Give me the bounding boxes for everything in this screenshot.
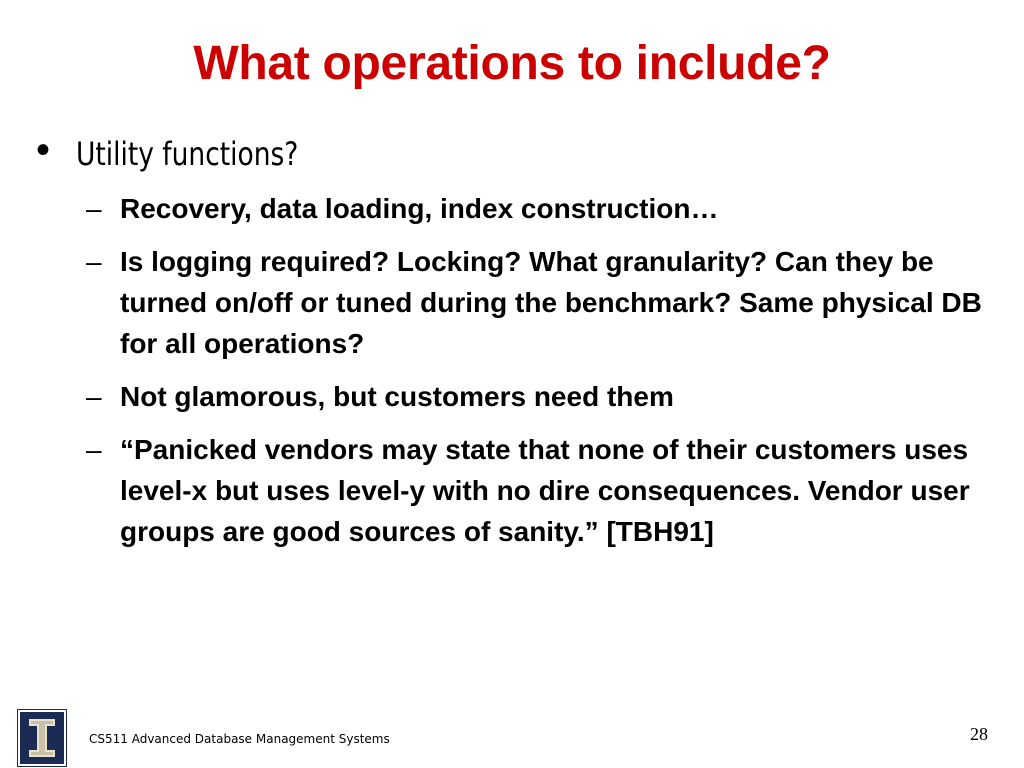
- sub-item: [86, 429, 1011, 552]
- bullet-item: [36, 128, 1011, 176]
- slide-title: What operations to include?: [193, 37, 831, 90]
- sub-item-text: Is logging required? Locking? What granularity? Can they be turned on/off or tuned during the benchmark? Same physical DB for all operations?: [120, 246, 982, 359]
- dash-icon: –: [86, 434, 102, 465]
- sub-item: [86, 188, 1011, 229]
- sub-item: [86, 241, 1011, 364]
- dash-icon: –: [86, 381, 102, 412]
- bullet-text: Utility functions?: [76, 135, 299, 173]
- sub-item-text: Recovery, data loading, index construction…: [120, 193, 719, 224]
- sub-list: [86, 188, 1011, 552]
- sub-item-text: Not glamorous, but customers need them: [120, 381, 674, 412]
- dash-icon: –: [86, 246, 102, 277]
- slide-body: [36, 128, 1011, 564]
- course-footer: CS511 Advanced Database Management Systems: [89, 732, 390, 746]
- block-i-icon: [20, 712, 64, 764]
- university-logo-icon: [18, 710, 66, 766]
- dash-icon: –: [86, 193, 102, 224]
- sub-item: [86, 376, 1011, 417]
- bullet-icon: •: [36, 128, 51, 172]
- sub-item-text: “Panicked vendors may state that none of their customers uses level-x but uses level-y with no dire consequences. Vendor user groups are good sources of sanity.” [TBH91]: [120, 434, 970, 547]
- page-number: 28: [970, 724, 988, 744]
